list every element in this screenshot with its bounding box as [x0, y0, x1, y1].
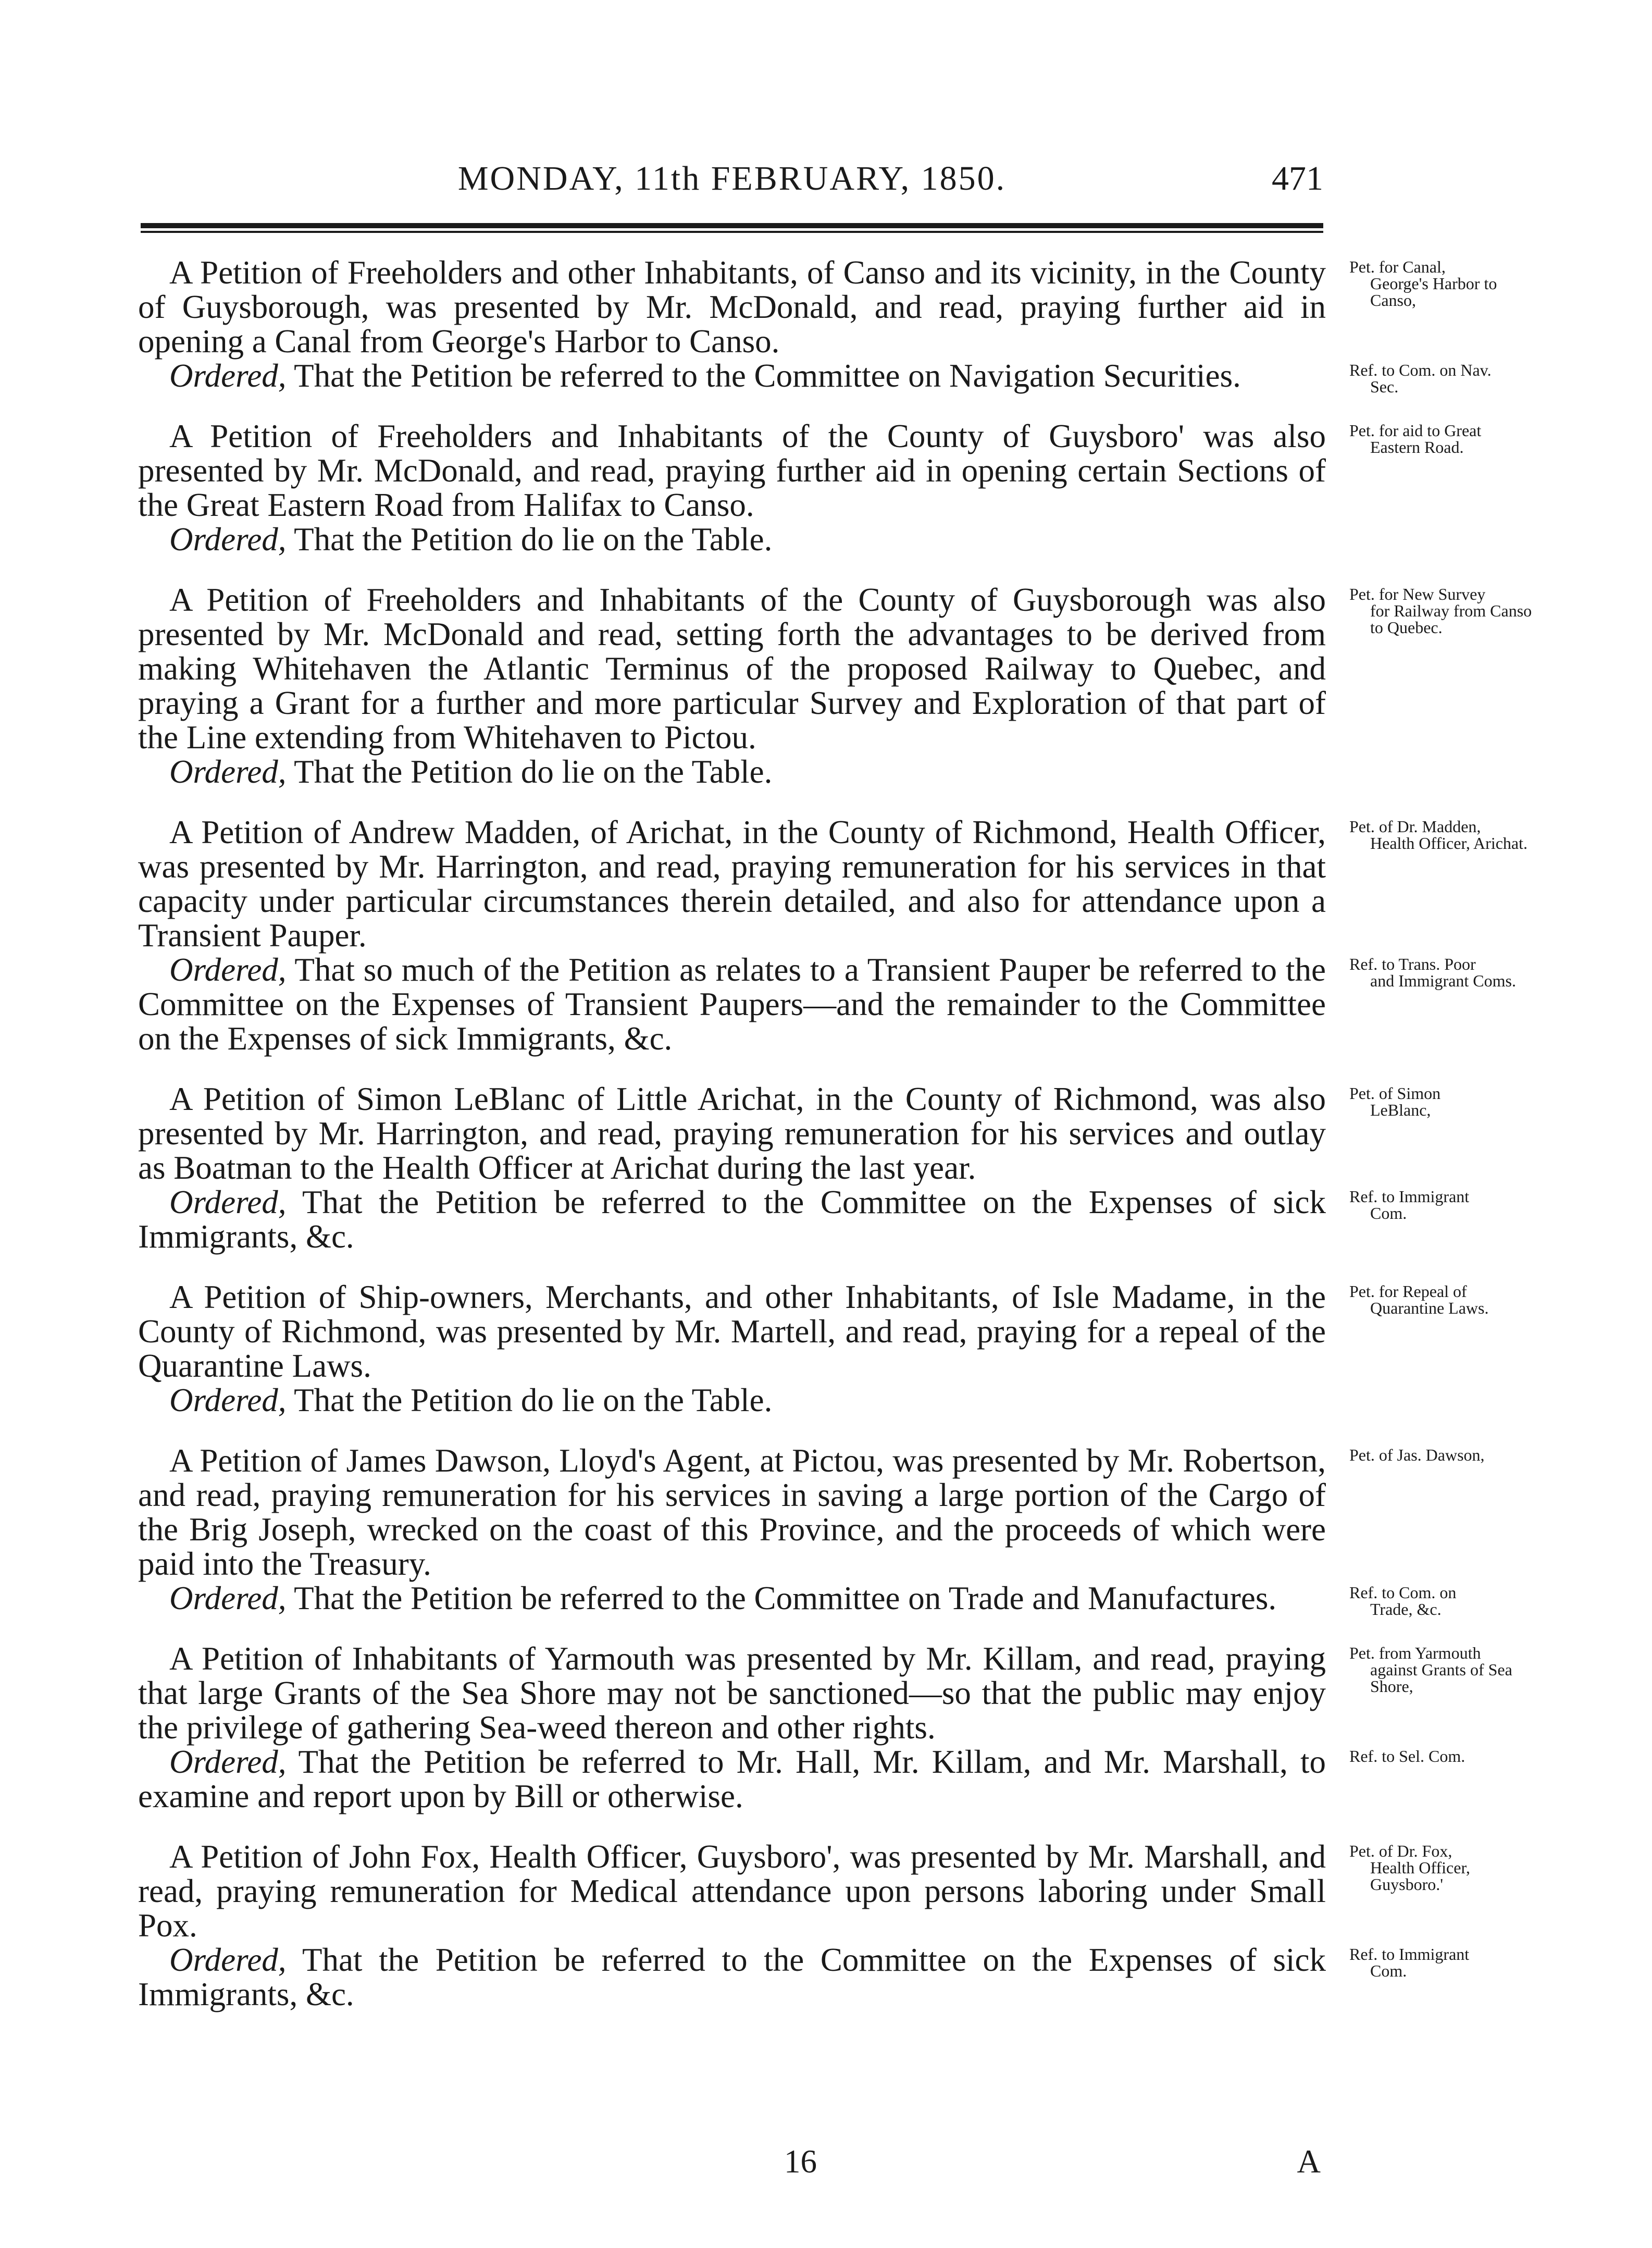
margin-note-line: Sec.: [1370, 377, 1399, 396]
margin-note-line: Com.: [1370, 1204, 1407, 1222]
margin-note: [1349, 422, 1537, 455]
petition-text: A Petition of James Dawson, Lloyd's Agent, at Pictou, was presented by Mr. Robertson, and read, praying remuneration for his services in saving a large portion of the Cargo of the Brig Joseph, wrecked on the coast of this Province, and the proceeds of which were paid into the Treasury.: [138, 1442, 1326, 1582]
margin-note-line: Health Officer, Arichat.: [1370, 834, 1527, 853]
petition-text: A Petition of Simon LeBlanc of Little Arichat, in the County of Richmond, was also presented by Mr. Harrington, and read, praying remuneration for his services and outlay as Boatman to the Health Officer at Arichat during the last year.: [138, 1081, 1326, 1186]
margin-note: [1349, 956, 1537, 989]
ordered-label: Ordered,: [169, 754, 287, 790]
order-text: [138, 755, 1326, 789]
margin-note-line: Quarantine Laws.: [1370, 1299, 1489, 1317]
petition-entry: [138, 1082, 1326, 1254]
margin-note-line: Pet. for New Survey: [1349, 585, 1486, 603]
petition-entry: [138, 1443, 1326, 1615]
margin-note-line: for Railway from Canso to Quebec.: [1370, 601, 1532, 637]
ordered-label: Ordered,: [169, 1942, 287, 1978]
margin-note-line: Pet. for Canal,: [1349, 257, 1446, 276]
page-header: [141, 159, 1323, 216]
margin-note-line: Ref. to Sel. Com.: [1349, 1747, 1465, 1765]
margin-note-line: against Grants of Sea Shore,: [1370, 1660, 1512, 1696]
petition-entry: [138, 1280, 1326, 1417]
header-rule-thick: [141, 223, 1323, 228]
margin-note: [1349, 1584, 1537, 1617]
margin-note-line: Ref. to Immigrant: [1349, 1945, 1470, 1963]
order-text: [138, 1745, 1326, 1813]
ordered-label: Ordered,: [169, 521, 287, 558]
petition-entry: [138, 815, 1326, 1056]
order-body: That the Petition be referred to the Committee on the Expenses of sick Immigrants, &c.: [138, 1184, 1326, 1255]
petition-text: A Petition of Ship-owners, Merchants, and other Inhabitants, of Isle Madame, in the County of Richmond, was presented by Mr. Martell, and read, praying for a repeal of the Quarantine Laws.: [138, 1279, 1326, 1384]
margin-note-line: George's Harbor to Canso,: [1370, 274, 1497, 310]
margin-note-line: Ref. to Immigrant: [1349, 1187, 1470, 1206]
petition-text: A Petition of Inhabitants of Yarmouth was presented by Mr. Killam, and read, praying that large Grants of the Sea Shore may not be sanctioned—so that the public may enjoy the privilege of gathering Sea-weed thereon and other rights.: [138, 1640, 1326, 1746]
margin-note-line: Pet. for Repeal of: [1349, 1282, 1467, 1301]
order-text: [138, 1185, 1326, 1254]
margin-note-line: Pet. from Yarmouth: [1349, 1644, 1481, 1662]
page-footer: [138, 2143, 1326, 2179]
margin-note: [1349, 1748, 1537, 1764]
page-number: 471: [1272, 159, 1323, 197]
margin-note: [1349, 1946, 1537, 1979]
order-body: That the Petition do lie on the Table.: [286, 1382, 773, 1418]
ordered-label: Ordered,: [169, 1580, 287, 1616]
order-text: [138, 359, 1326, 393]
margin-note-line: Com.: [1370, 1961, 1407, 1980]
margin-note: [1349, 1843, 1537, 1893]
journal-body: [138, 255, 1326, 2037]
margin-note-line: Trade, &c.: [1370, 1600, 1442, 1619]
order-text: [138, 1943, 1326, 2011]
ordered-label: Ordered,: [169, 1382, 287, 1418]
margin-note-line: LeBlanc,: [1370, 1101, 1431, 1119]
signature-mark: 16: [784, 2143, 817, 2180]
margin-note: [1349, 1645, 1537, 1695]
margin-note-line: Ref. to Com. on: [1349, 1583, 1457, 1602]
signature-letter: A: [1297, 2143, 1321, 2180]
petition-entry: [138, 1641, 1326, 1813]
order-body: That the Petition be referred to the Committee on Trade and Manufactures.: [286, 1580, 1277, 1616]
petition-entry: [138, 1839, 1326, 2011]
order-text: [138, 1383, 1326, 1417]
ordered-label: Ordered,: [169, 1744, 287, 1780]
ordered-label: Ordered,: [169, 952, 287, 988]
petition-text: A Petition of Andrew Madden, of Arichat, in the County of Richmond, Health Officer, was presented by Mr. Harrington, and read, praying remuneration for his services in that capacity under particular circumstances therein detailed, and also for attendance upon a Transient Pauper.: [138, 814, 1326, 954]
margin-note-line: Health Officer, Guysboro.': [1370, 1858, 1470, 1894]
order-body: That the Petition be referred to Mr. Hall, Mr. Killam, and Mr. Marshall, to examine and report upon by Bill or otherwise.: [138, 1744, 1326, 1814]
order-body: That the Petition be referred to the Committee on Navigation Securities.: [286, 357, 1241, 394]
margin-note-line: Eastern Road.: [1370, 438, 1464, 456]
margin-note: [1349, 1085, 1537, 1118]
order-body: That the Petition do lie on the Table.: [286, 521, 773, 558]
order-text: [138, 953, 1326, 1056]
margin-note-line: Pet. of Simon: [1349, 1084, 1441, 1103]
margin-note-line: Pet. of Jas. Dawson,: [1349, 1446, 1485, 1464]
petition-entry: [138, 255, 1326, 393]
margin-note-line: Ref. to Com. on Nav.: [1349, 361, 1492, 379]
petition-text: A Petition of Freeholders and other Inhabitants, of Canso and its vicinity, in the County of Guysborough, was presented by Mr. McDonald, and read, praying further aid in opening a Canal from George's Harbor to Canso.: [138, 254, 1326, 360]
order-body: That the Petition be referred to the Committee on the Expenses of sick Immigrants, &c.: [138, 1942, 1326, 2012]
ordered-label: Ordered,: [169, 1184, 287, 1220]
petition-entry: [138, 583, 1326, 789]
petition-text: A Petition of John Fox, Health Officer, Guysboro', was presented by Mr. Marshall, and read, praying remuneration for Medical attendance upon persons laboring under Small Pox.: [138, 1838, 1326, 1944]
order-text: [138, 522, 1326, 557]
petition-entry: [138, 419, 1326, 557]
margin-note-line: Pet. for aid to Great: [1349, 421, 1482, 440]
margin-note: [1349, 1283, 1537, 1316]
margin-note-line: Ref. to Trans. Poor: [1349, 955, 1476, 973]
order-body: That so much of the Petition as relates to a Transient Pauper be referred to the Committee on the Expenses of Transient Paupers—and the remainder to the Committee on the Expenses of sick Immigrants, &c.: [138, 952, 1326, 1057]
margin-note: [1349, 1188, 1537, 1221]
margin-note: [1349, 1447, 1537, 1463]
ordered-label: Ordered,: [169, 357, 287, 394]
margin-note: [1349, 818, 1537, 851]
order-text: [138, 1581, 1326, 1615]
order-body: That the Petition do lie on the Table.: [286, 754, 773, 790]
petition-text: A Petition of Freeholders and Inhabitants of the County of Guysborough was also presented by Mr. McDonald and read, setting forth the advantages to be derived from making Whitehaven the Atlantic Terminus of the proposed Railway to Quebec, and praying a Grant for a further and more particular Survey and Exploration of that part of the Line extending from Whitehaven to Pictou.: [138, 582, 1326, 756]
margin-note-line: and Immigrant Coms.: [1370, 971, 1516, 990]
margin-note-line: Pet. of Dr. Fox,: [1349, 1842, 1452, 1860]
page-title: MONDAY, 11th FEBRUARY, 1850.: [457, 159, 1007, 197]
header-rule-thin: [141, 231, 1323, 233]
margin-note: [1349, 258, 1537, 308]
margin-note-line: Pet. of Dr. Madden,: [1349, 817, 1481, 836]
margin-note: [1349, 362, 1537, 395]
petition-text: A Petition of Freeholders and Inhabitants of the County of Guysboro' was also presented by Mr. McDonald, and read, praying further aid in opening certain Sections of the Great Eastern Road from Halifax to Canso.: [138, 418, 1326, 523]
margin-note: [1349, 586, 1537, 636]
